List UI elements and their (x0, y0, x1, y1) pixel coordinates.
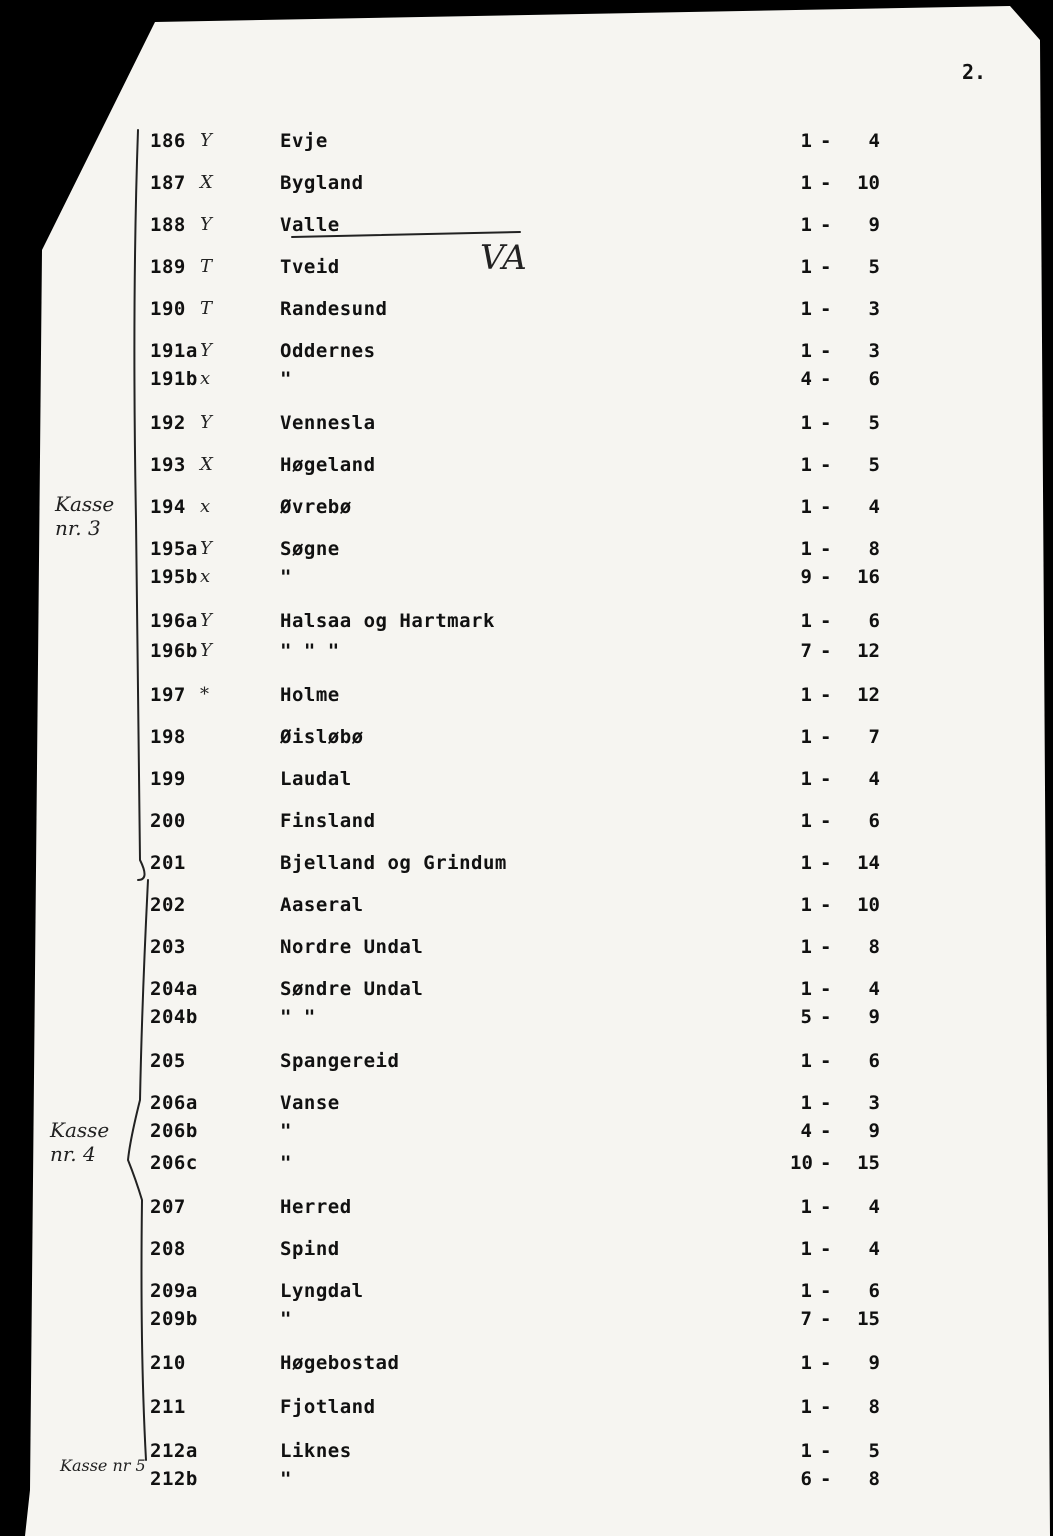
entry-place-name: " " (280, 1006, 316, 1028)
range-dash: - (820, 1050, 832, 1072)
range-to: 5 (868, 454, 880, 476)
range-dash: - (820, 610, 832, 632)
range-dash: - (820, 1396, 832, 1418)
entry-number: 211 (150, 1396, 186, 1418)
entry-check-mark: Y (200, 640, 212, 661)
entry-check-mark: Y (200, 610, 212, 631)
range-from: 4 (800, 368, 812, 390)
range-from: 1 (800, 1440, 812, 1462)
ink-underline (292, 232, 520, 237)
range-from: 1 (800, 412, 812, 434)
stamp-initials: VA (480, 238, 527, 278)
range-to: 15 (857, 1308, 880, 1330)
entry-place-name: " (280, 1468, 292, 1490)
entry-place-name: Aaseral (280, 894, 364, 916)
range-to: 6 (868, 610, 880, 632)
range-dash: - (820, 1468, 832, 1490)
entry-place-name: " (280, 566, 292, 588)
range-to: 10 (857, 172, 880, 194)
range-dash: - (820, 1440, 832, 1462)
entry-check-mark: x (200, 566, 211, 587)
range-to: 3 (868, 340, 880, 362)
range-dash: - (820, 1006, 832, 1028)
entry-number: 208 (150, 1238, 186, 1260)
entry-number: 202 (150, 894, 186, 916)
range-to: 4 (868, 130, 880, 152)
entry-number: 206c (150, 1152, 198, 1174)
entry-place-name: Søgne (280, 538, 340, 560)
entry-number: 210 (150, 1352, 186, 1374)
range-dash: - (820, 1308, 832, 1330)
entry-place-name: Oddernes (280, 340, 376, 362)
entry-place-name: Vennesla (280, 412, 376, 434)
range-to: 14 (857, 852, 880, 874)
range-from: 1 (800, 978, 812, 1000)
range-dash: - (820, 1120, 832, 1142)
entry-number: 195a (150, 538, 198, 560)
box-label-4: Kasse nr. 4 (50, 1118, 110, 1166)
range-from: 1 (800, 936, 812, 958)
range-from: 1 (800, 1092, 812, 1114)
entry-place-name: Bygland (280, 172, 364, 194)
range-from: 1 (800, 454, 812, 476)
range-from: 1 (800, 1196, 812, 1218)
entry-check-mark: T (200, 298, 213, 319)
entry-number: 199 (150, 768, 186, 790)
range-from: 6 (800, 1468, 812, 1490)
bracket-line-upper (134, 130, 144, 880)
range-to: 12 (857, 640, 880, 662)
entry-number: 196a (150, 610, 198, 632)
entry-place-name: Lyngdal (280, 1280, 364, 1302)
entry-number: 205 (150, 1050, 186, 1072)
range-from: 1 (800, 1050, 812, 1072)
entry-check-mark: Y (200, 538, 212, 559)
range-dash: - (820, 810, 832, 832)
entry-place-name: Liknes (280, 1440, 352, 1462)
range-dash: - (820, 412, 832, 434)
entry-number: 186 (150, 130, 186, 152)
entry-place-name: Høgeland (280, 454, 376, 476)
range-dash: - (820, 726, 832, 748)
range-to: 12 (857, 684, 880, 706)
range-from: 7 (800, 1308, 812, 1330)
range-to: 9 (868, 214, 880, 236)
entry-check-mark: Y (200, 130, 212, 151)
range-to: 6 (868, 810, 880, 832)
range-to: 4 (868, 768, 880, 790)
range-from: 1 (800, 214, 812, 236)
entry-number: 209a (150, 1280, 198, 1302)
range-to: 4 (868, 978, 880, 1000)
range-to: 10 (857, 894, 880, 916)
entry-number: 200 (150, 810, 186, 832)
range-from: 1 (800, 894, 812, 916)
entry-place-name: Nordre Undal (280, 936, 424, 958)
entry-place-name: " (280, 1120, 292, 1142)
range-from: 1 (800, 768, 812, 790)
box-label-5: Kasse nr 5 (60, 1456, 146, 1475)
range-to: 8 (868, 538, 880, 560)
range-from: 1 (800, 1280, 812, 1302)
entry-place-name: Tveid (280, 256, 340, 278)
entry-place-name: Finsland (280, 810, 376, 832)
entry-place-name: Laudal (280, 768, 352, 790)
range-to: 6 (868, 1050, 880, 1072)
range-from: 1 (800, 852, 812, 874)
range-dash: - (820, 684, 832, 706)
entry-number: 206b (150, 1120, 198, 1142)
range-from: 4 (800, 1120, 812, 1142)
range-from: 1 (800, 538, 812, 560)
entry-place-name: Øvrebø (280, 496, 352, 518)
entry-place-name: Holme (280, 684, 340, 706)
range-from: 1 (800, 684, 812, 706)
range-from: 1 (800, 1238, 812, 1260)
range-dash: - (820, 130, 832, 152)
entry-number: 195b (150, 566, 198, 588)
range-dash: - (820, 894, 832, 916)
entry-check-mark: T (200, 256, 213, 277)
entry-place-name: Høgebostad (280, 1352, 400, 1374)
range-dash: - (820, 340, 832, 362)
range-from: 1 (800, 256, 812, 278)
page-number: 2. (962, 60, 987, 84)
entry-number: 198 (150, 726, 186, 748)
entry-number: 206a (150, 1092, 198, 1114)
entry-number: 212b (150, 1468, 198, 1490)
range-to: 6 (868, 368, 880, 390)
range-from: 1 (800, 298, 812, 320)
range-from: 10 (790, 1152, 813, 1174)
entry-number: 188 (150, 214, 186, 236)
range-dash: - (820, 768, 832, 790)
range-from: 1 (800, 1352, 812, 1374)
range-from: 7 (800, 640, 812, 662)
range-to: 3 (868, 298, 880, 320)
range-to: 9 (868, 1120, 880, 1142)
entry-number: 193 (150, 454, 186, 476)
range-to: 16 (857, 566, 880, 588)
entry-place-name: Fjotland (280, 1396, 376, 1418)
range-dash: - (820, 172, 832, 194)
entry-number: 212a (150, 1440, 198, 1462)
entry-number: 190 (150, 298, 186, 320)
range-dash: - (820, 1152, 832, 1174)
entry-place-name: " (280, 1308, 292, 1330)
entry-place-name: Øisløbø (280, 726, 364, 748)
entry-number: 191b (150, 368, 198, 390)
range-from: 1 (800, 130, 812, 152)
entry-check-mark: Y (200, 340, 212, 361)
range-from: 1 (800, 340, 812, 362)
range-to: 4 (868, 496, 880, 518)
range-from: 9 (800, 566, 812, 588)
range-dash: - (820, 1092, 832, 1114)
entry-number: 203 (150, 936, 186, 958)
entry-number: 204a (150, 978, 198, 1000)
range-dash: - (820, 640, 832, 662)
entry-place-name: Bjelland og Grindum (280, 852, 507, 874)
range-to: 3 (868, 1092, 880, 1114)
entry-place-name: Valle (280, 214, 340, 236)
range-dash: - (820, 256, 832, 278)
entry-number: 209b (150, 1308, 198, 1330)
entry-number: 196b (150, 640, 198, 662)
range-to: 9 (868, 1006, 880, 1028)
range-dash: - (820, 1280, 832, 1302)
range-to: 8 (868, 1468, 880, 1490)
range-to: 5 (868, 412, 880, 434)
range-from: 5 (800, 1006, 812, 1028)
bracket-line-lower (128, 880, 148, 1460)
range-dash: - (820, 978, 832, 1000)
range-to: 8 (868, 1396, 880, 1418)
range-dash: - (820, 852, 832, 874)
range-from: 1 (800, 726, 812, 748)
range-dash: - (820, 368, 832, 390)
entry-place-name: " " " (280, 640, 340, 662)
entry-number: 197 (150, 684, 186, 706)
entry-number: 192 (150, 412, 186, 434)
range-from: 1 (800, 1396, 812, 1418)
range-dash: - (820, 936, 832, 958)
range-dash: - (820, 1196, 832, 1218)
entry-place-name: Evje (280, 130, 328, 152)
entry-place-name: " (280, 1152, 292, 1174)
entry-place-name: Herred (280, 1196, 352, 1218)
range-dash: - (820, 1238, 832, 1260)
entry-place-name: " (280, 368, 292, 390)
entry-place-name: Randesund (280, 298, 388, 320)
range-to: 6 (868, 1280, 880, 1302)
range-to: 15 (857, 1152, 880, 1174)
entry-check-mark: X (200, 172, 213, 193)
entry-place-name: Vanse (280, 1092, 340, 1114)
range-from: 1 (800, 610, 812, 632)
range-to: 4 (868, 1196, 880, 1218)
range-dash: - (820, 454, 832, 476)
box-label-3: Kasse nr. 3 (55, 492, 115, 540)
entry-number: 207 (150, 1196, 186, 1218)
range-to: 4 (868, 1238, 880, 1260)
range-dash: - (820, 538, 832, 560)
entry-place-name: Spangereid (280, 1050, 400, 1072)
entry-number: 187 (150, 172, 186, 194)
entry-check-mark: x (200, 368, 211, 389)
range-dash: - (820, 566, 832, 588)
entry-check-mark: * (200, 684, 209, 705)
range-to: 5 (868, 1440, 880, 1462)
range-dash: - (820, 298, 832, 320)
range-to: 9 (868, 1352, 880, 1374)
range-from: 1 (800, 172, 812, 194)
range-dash: - (820, 496, 832, 518)
entry-check-mark: Y (200, 214, 212, 235)
entry-check-mark: X (200, 454, 213, 475)
entry-place-name: Søndre Undal (280, 978, 424, 1000)
range-to: 5 (868, 256, 880, 278)
entry-place-name: Spind (280, 1238, 340, 1260)
entry-number: 191a (150, 340, 198, 362)
range-dash: - (820, 214, 832, 236)
entry-number: 189 (150, 256, 186, 278)
entry-number: 201 (150, 852, 186, 874)
range-from: 1 (800, 810, 812, 832)
range-to: 8 (868, 936, 880, 958)
range-from: 1 (800, 496, 812, 518)
entry-place-name: Halsaa og Hartmark (280, 610, 495, 632)
entry-number: 194 (150, 496, 186, 518)
entry-number: 204b (150, 1006, 198, 1028)
range-dash: - (820, 1352, 832, 1374)
entry-check-mark: Y (200, 412, 212, 433)
range-to: 7 (868, 726, 880, 748)
entry-check-mark: x (200, 496, 211, 517)
